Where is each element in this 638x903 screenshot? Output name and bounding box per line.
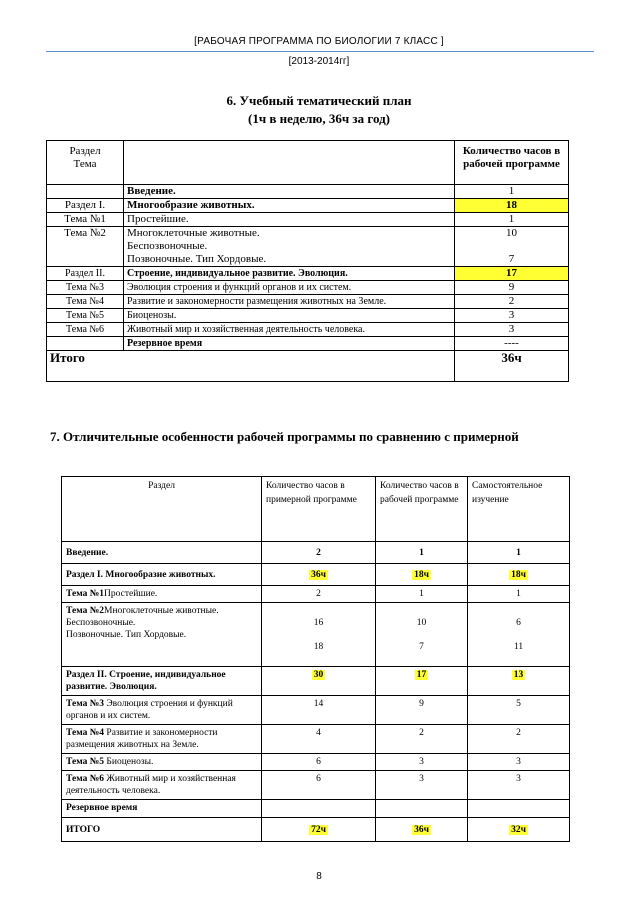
- table-row: [47, 281, 569, 295]
- row-sample: 6: [262, 771, 376, 800]
- row-topic: Животный мир и хозяйственная деятельность человека.: [124, 323, 455, 337]
- row-name: Введение.: [62, 542, 262, 564]
- table-row: [47, 185, 569, 199]
- table-row: [62, 603, 570, 667]
- thematic-plan-table: [46, 140, 569, 382]
- row-label: Тема №3: [47, 281, 124, 295]
- row-name: Раздел II. Строение, индивидуальное развитие. Эволюция.: [62, 667, 262, 696]
- header-razdel-tema: [47, 141, 124, 185]
- row-work: 3: [376, 754, 468, 771]
- row-topic: Многоклеточные животные. Беспозвоночные. Позвоночные. Тип Хордовые.: [124, 227, 455, 267]
- row-topic: Резервное время: [124, 337, 455, 351]
- row-self: 32ч: [511, 824, 526, 835]
- table-row: [62, 564, 570, 586]
- table-header-row: [62, 477, 570, 542]
- row-name: Тема №1Простейшие.: [62, 586, 262, 603]
- table-row: [62, 696, 570, 725]
- table-header-row: [47, 141, 569, 185]
- row-sample: 4: [262, 725, 376, 754]
- table-row: [62, 771, 570, 800]
- table-row: [47, 213, 569, 227]
- row-work: 9: [376, 696, 468, 725]
- header-self: Самостоятельное изучение: [468, 477, 570, 542]
- row-label: Тема №6: [47, 323, 124, 337]
- header-empty: [124, 141, 455, 185]
- row-sample: 2: [262, 542, 376, 564]
- table-row: [47, 267, 569, 281]
- row-work: 1: [376, 586, 468, 603]
- header-tema: Тема: [73, 158, 97, 170]
- row-work: 17: [416, 670, 427, 680]
- row-name: Тема №4 Развитие и закономерности размещения животных на Земле.: [62, 725, 262, 754]
- row-hours: 10 7: [455, 227, 569, 267]
- total-row: [62, 818, 570, 842]
- row-topic: Эволюция строения и функций органов и их систем.: [124, 281, 455, 295]
- row-label: Раздел I.: [47, 199, 124, 213]
- table-row: [62, 667, 570, 696]
- header-years: [2013-2014гг]: [288, 56, 350, 67]
- row-sample: 14: [262, 696, 376, 725]
- table-row: [62, 725, 570, 754]
- row-label: Тема №2: [47, 227, 124, 267]
- row-self: 2: [468, 725, 570, 754]
- header-work: Количество часов в рабочей программе: [376, 477, 468, 542]
- row-work: 36ч: [414, 824, 429, 835]
- row-name: Тема №2Многоклеточные животные. Беспозвоночные. Позвоночные. Тип Хордовые.: [62, 603, 262, 667]
- row-work: 3: [376, 771, 468, 800]
- row-sample: 2: [262, 586, 376, 603]
- row-self: 13: [513, 670, 524, 680]
- row-sample: 16 18: [262, 603, 376, 667]
- header-sample: Количество часов в примерной программе: [262, 477, 376, 542]
- row-self: 3: [468, 754, 570, 771]
- header-razdel: Раздел: [69, 145, 101, 157]
- page-number: 8: [316, 871, 322, 882]
- row-work: 18ч: [414, 569, 429, 580]
- header-hours: Количество часов в рабочей программе: [455, 141, 569, 185]
- table-row: [47, 199, 569, 213]
- row-sample: 30: [313, 670, 324, 680]
- header-razdel: Раздел: [62, 477, 262, 542]
- table-row: [47, 227, 569, 267]
- table-row: [62, 542, 570, 564]
- row-work: 1: [376, 542, 468, 564]
- row-name: Тема №6 Животный мир и хозяйственная деятельность человека.: [62, 771, 262, 800]
- row-hours: 3: [455, 309, 569, 323]
- row-hours: 2: [455, 295, 569, 309]
- table-row: [47, 295, 569, 309]
- row-name: Тема №3 Эволюция строения и функций органов и их систем.: [62, 696, 262, 725]
- section6-title: 6. Учебный тематический план: [226, 93, 412, 108]
- row-hours: 1: [455, 213, 569, 227]
- row-hours: 1: [455, 185, 569, 199]
- header-rule: [46, 51, 594, 52]
- row-topic: Введение.: [124, 185, 455, 199]
- row-sample: 72ч: [311, 824, 326, 835]
- total-hours: 36ч: [455, 351, 569, 382]
- section7-title: 7. Отличительные особенности рабочей программы по сравнению с примерной: [50, 429, 519, 444]
- row-hours: 17: [455, 267, 569, 281]
- row-label: Тема №1: [47, 213, 124, 227]
- table-row: [47, 309, 569, 323]
- row-hours: 18: [455, 199, 569, 213]
- section6-subtitle: (1ч в неделю, 36ч за год): [247, 111, 390, 126]
- row-name: Резервное время: [62, 800, 262, 818]
- row-topic: Многообразие животных.: [124, 199, 455, 213]
- row-hours: 9: [455, 281, 569, 295]
- row-name: ИТОГО: [62, 818, 262, 842]
- row-self: 5: [468, 696, 570, 725]
- table-row: [47, 323, 569, 337]
- row-self: 1: [468, 542, 570, 564]
- row-self: 1: [468, 586, 570, 603]
- running-header: [РАБОЧАЯ ПРОГРАММА ПО БИОЛОГИИ 7 КЛАСС ]: [194, 36, 444, 47]
- table-row: [62, 586, 570, 603]
- row-topic: Строение, индивидуальное развитие. Эволюция.: [124, 267, 455, 281]
- table-row: [62, 800, 570, 818]
- row-label: Раздел II.: [47, 267, 124, 281]
- row-sample: 6: [262, 754, 376, 771]
- row-name: Раздел I. Многообразие животных.: [62, 564, 262, 586]
- row-self: 18ч: [511, 569, 526, 580]
- row-label: Тема №5: [47, 309, 124, 323]
- row-work: 10 7: [376, 603, 468, 667]
- row-topic: Развитие и закономерности размещения животных на Земле.: [124, 295, 455, 309]
- total-row: [47, 351, 569, 382]
- table-row: [47, 337, 569, 351]
- comparison-table: [61, 476, 570, 842]
- row-label: Тема №4: [47, 295, 124, 309]
- row-name: Тема №5 Биоценозы.: [62, 754, 262, 771]
- row-work: 2: [376, 725, 468, 754]
- table-row: [62, 754, 570, 771]
- row-topic: Простейшие.: [124, 213, 455, 227]
- row-hours: 3: [455, 323, 569, 337]
- row-hours: ----: [455, 337, 569, 351]
- row-self: 3: [468, 771, 570, 800]
- row-topic: Биоценозы.: [124, 309, 455, 323]
- row-sample: 36ч: [311, 569, 326, 580]
- total-label: Итого: [47, 351, 455, 382]
- row-self: 6 11: [468, 603, 570, 667]
